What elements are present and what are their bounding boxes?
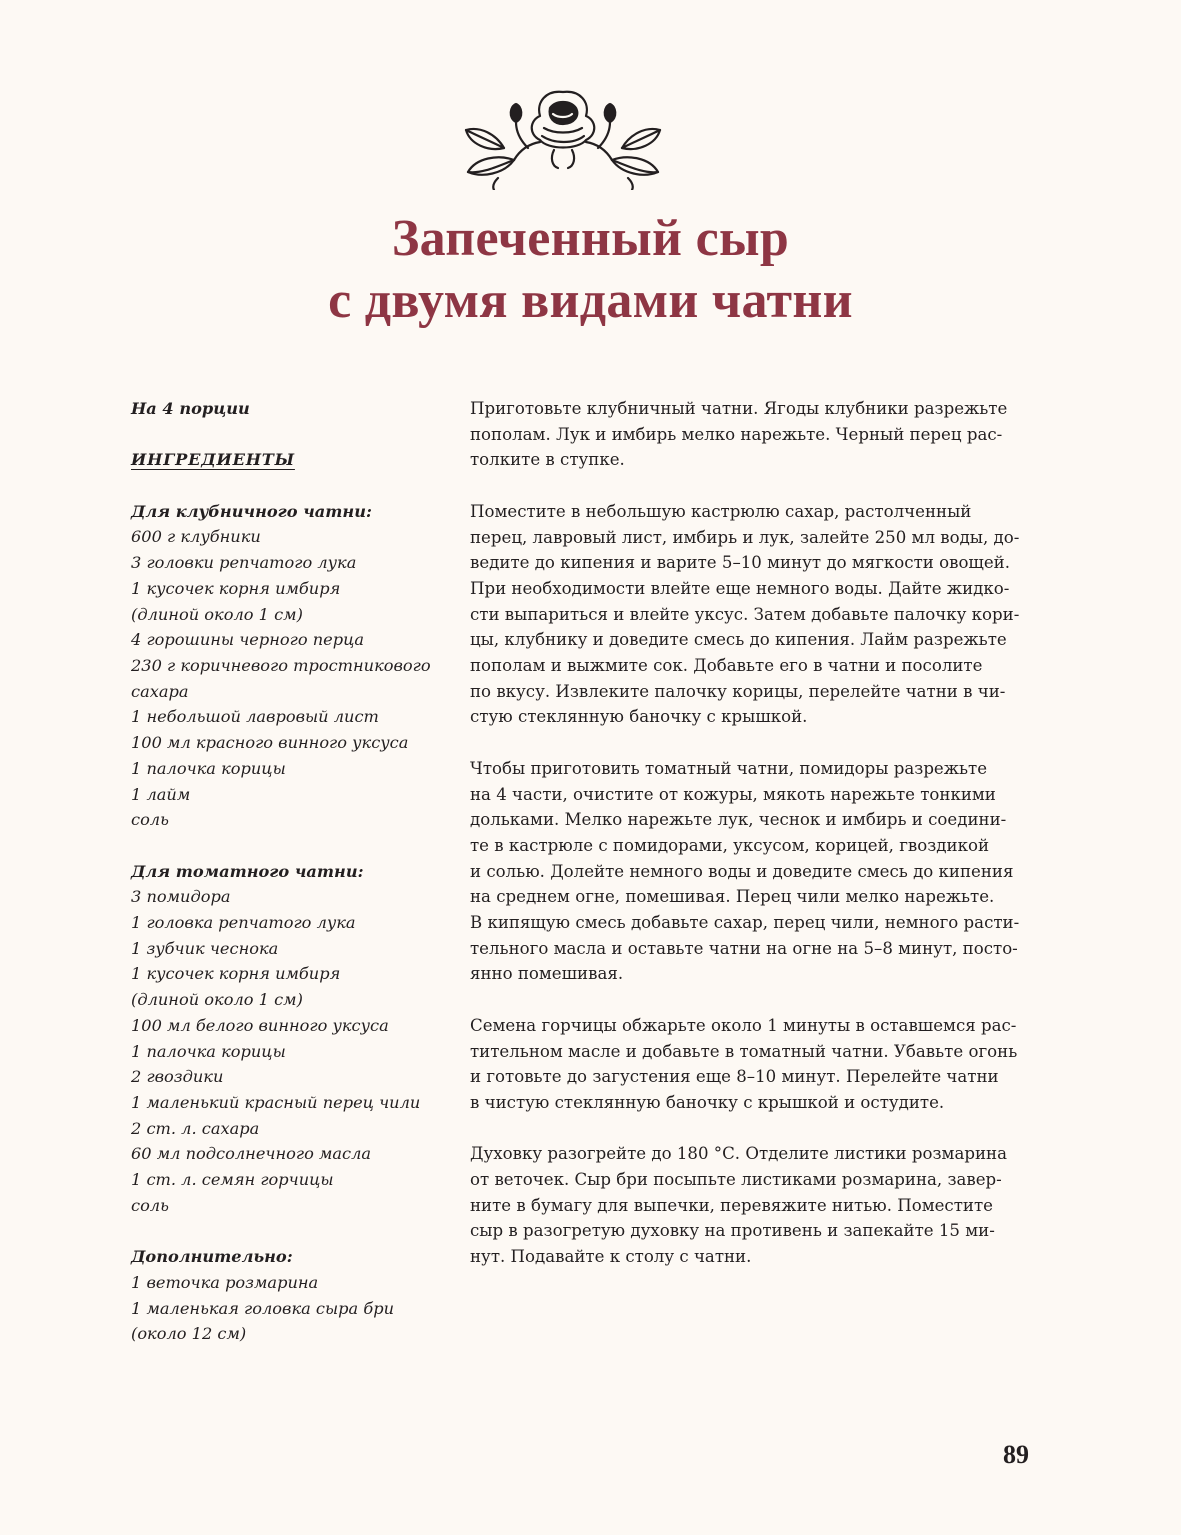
ingredient-item: (длиной около 1 см): [131, 604, 303, 624]
ingredient-item: 3 головки репчатого лука: [131, 553, 357, 573]
ingredient-item: 600 г клубники: [131, 527, 261, 547]
ingredient-item: 2 ст. л. сахара: [131, 1118, 260, 1138]
rose-ornament-icon: [458, 78, 668, 190]
title-line-2: с двумя видами чатни: [328, 272, 853, 329]
ingredient-item: 1 кусочек корня имбиря: [131, 964, 341, 984]
method-line: пополам и выжмите сок. Добавьте его в чатни и посолите: [470, 656, 983, 676]
page-number: 89: [1003, 1440, 1029, 1469]
method-line: на 4 части, очистите от кожуры, мякоть нарежьте тонкими: [470, 784, 996, 804]
ingredient-group: [131, 1244, 451, 1347]
method-line: и солью. Долейте немного воды и доведите смесь до кипения: [470, 861, 1014, 881]
ingredient-item: 1 ст. л. семян горчицы: [131, 1170, 334, 1190]
method-column: [470, 396, 1050, 1296]
ingredient-item: 4 горошины черного перца: [131, 630, 365, 650]
method-line: нут. Подавайте к столу с чатни.: [470, 1247, 752, 1267]
method-line: и готовьте до загустения еще 8–10 минут. Перелейте чатни: [470, 1067, 999, 1087]
method-line: на среднем огне, помешивая. Перец чили мелко нарежьте.: [470, 887, 995, 907]
method-line: пополам. Лук и имбирь мелко нарежьте. Черный перец рас-: [470, 424, 1003, 444]
ingredients-column: [131, 396, 451, 1347]
method-line: толките в ступке.: [470, 450, 625, 470]
ingredient-item: соль: [131, 810, 169, 830]
ingredient-item: 100 мл красного винного уксуса: [131, 733, 409, 753]
page-title: [0, 208, 1181, 332]
method-line: ведите до кипения и варите 5–10 минут до мягкости овощей.: [470, 553, 1011, 573]
method-paragraph: [470, 1141, 1050, 1270]
method-line: Чтобы приготовить томатный чатни, помидоры разрежьте: [470, 758, 988, 778]
ingredient-item: 1 лайм: [131, 784, 191, 804]
method-line: Поместите в небольшую кастрюлю сахар, растолченный: [470, 501, 972, 521]
method-line: Приготовьте клубничный чатни. Ягоды клубники разрежьте: [470, 399, 1008, 418]
ingredient-group: [131, 859, 451, 1219]
method-line: янно помешивая.: [470, 964, 624, 984]
ingredient-item: 100 мл белого винного уксуса: [131, 1015, 389, 1035]
method-line: В кипящую смесь добавьте сахар, перец чили, немного расти-: [470, 913, 1020, 933]
ingredient-item: 1 маленький красный перец чили: [131, 1092, 421, 1112]
ingredient-groups: [131, 499, 451, 1347]
method-line: сыр в разогретую духовку на противень и запекайте 15 ми-: [470, 1221, 995, 1241]
method-paragraph: [470, 1013, 1050, 1116]
method-line: те в кастрюле с помидорами, уксусом, корицей, гвоздикой: [470, 835, 990, 855]
method-line: дольками. Мелко нарежьте лук, чеснок и имбирь и соедини-: [470, 810, 1007, 830]
ingredient-group-heading: Для томатного чатни:: [131, 861, 364, 881]
method-line: цы, клубнику и доведите смесь до кипения. Лайм разрежьте: [470, 630, 1007, 650]
ingredient-item: 1 палочка корицы: [131, 1041, 286, 1061]
method-line: сти выпариться и влейте уксус. Затем добавьте палочку кори-: [470, 604, 1020, 624]
ingredient-group: [131, 499, 451, 833]
ingredient-item: 60 мл подсолнечного масла: [131, 1144, 372, 1164]
method-line: от веточек. Сыр бри посыпьте листиками розмарина, завер-: [470, 1170, 1002, 1190]
ingredient-item: 1 палочка корицы: [131, 758, 286, 778]
method-line: тельного масла и оставьте чатни на огне на 5–8 минут, посто-: [470, 938, 1018, 958]
title-line-1: Запеченный сыр: [391, 210, 790, 267]
method-line: Духовку разогрейте до 180 °С. Отделите листики розмарина: [470, 1144, 1007, 1164]
method-line: ните в бумагу для выпечки, перевяжите нитью. Поместите: [470, 1195, 993, 1215]
ingredient-item: 1 веточка розмарина: [131, 1272, 319, 1292]
ingredient-item: 3 помидора: [131, 887, 231, 907]
method-paragraph: [470, 499, 1050, 730]
ingredient-item: сахара: [131, 681, 189, 701]
ingredient-item: 2 гвоздики: [131, 1067, 224, 1087]
ingredient-item: (длиной около 1 см): [131, 990, 303, 1010]
ingredient-group-heading: Для клубничного чатни:: [131, 501, 372, 521]
ingredient-item: 1 зубчик чеснока: [131, 938, 279, 958]
ingredient-item: (около 12 см): [131, 1324, 247, 1344]
method-line: тительном масле и добавьте в томатный чатни. Убавьте огонь: [470, 1041, 1018, 1061]
ingredients-heading: ИНГРЕДИЕНТЫ: [131, 450, 295, 470]
servings: На 4 порции: [131, 399, 250, 418]
method-paragraph: [470, 396, 1050, 473]
ingredient-item: 1 головка репчатого лука: [131, 913, 356, 933]
method-line: стую стеклянную баночку с крышкой.: [470, 707, 808, 727]
method-line: При необходимости влейте еще немного воды. Дайте жидко-: [470, 578, 1010, 598]
ingredient-item: 1 небольшой лавровый лист: [131, 707, 379, 727]
ingredient-item: 1 маленькая головка сыра бри: [131, 1298, 394, 1318]
method-line: перец, лавровый лист, имбирь и лук, залейте 250 мл воды, до-: [470, 527, 1020, 547]
ingredient-group-heading: Дополнительно:: [131, 1247, 293, 1267]
ingredient-item: 230 г коричневого тростникового: [131, 656, 431, 675]
method-line: Семена горчицы обжарьте около 1 минуты в оставшемся рас-: [470, 1015, 1017, 1035]
ingredient-item: соль: [131, 1195, 169, 1215]
ingredient-item: 1 кусочек корня имбиря: [131, 578, 341, 598]
method-line: по вкусу. Извлеките палочку корицы, перелейте чатни в чи-: [470, 681, 1006, 701]
method-paragraph: [470, 756, 1050, 987]
method-line: в чистую стеклянную баночку с крышкой и остудите.: [470, 1092, 945, 1112]
